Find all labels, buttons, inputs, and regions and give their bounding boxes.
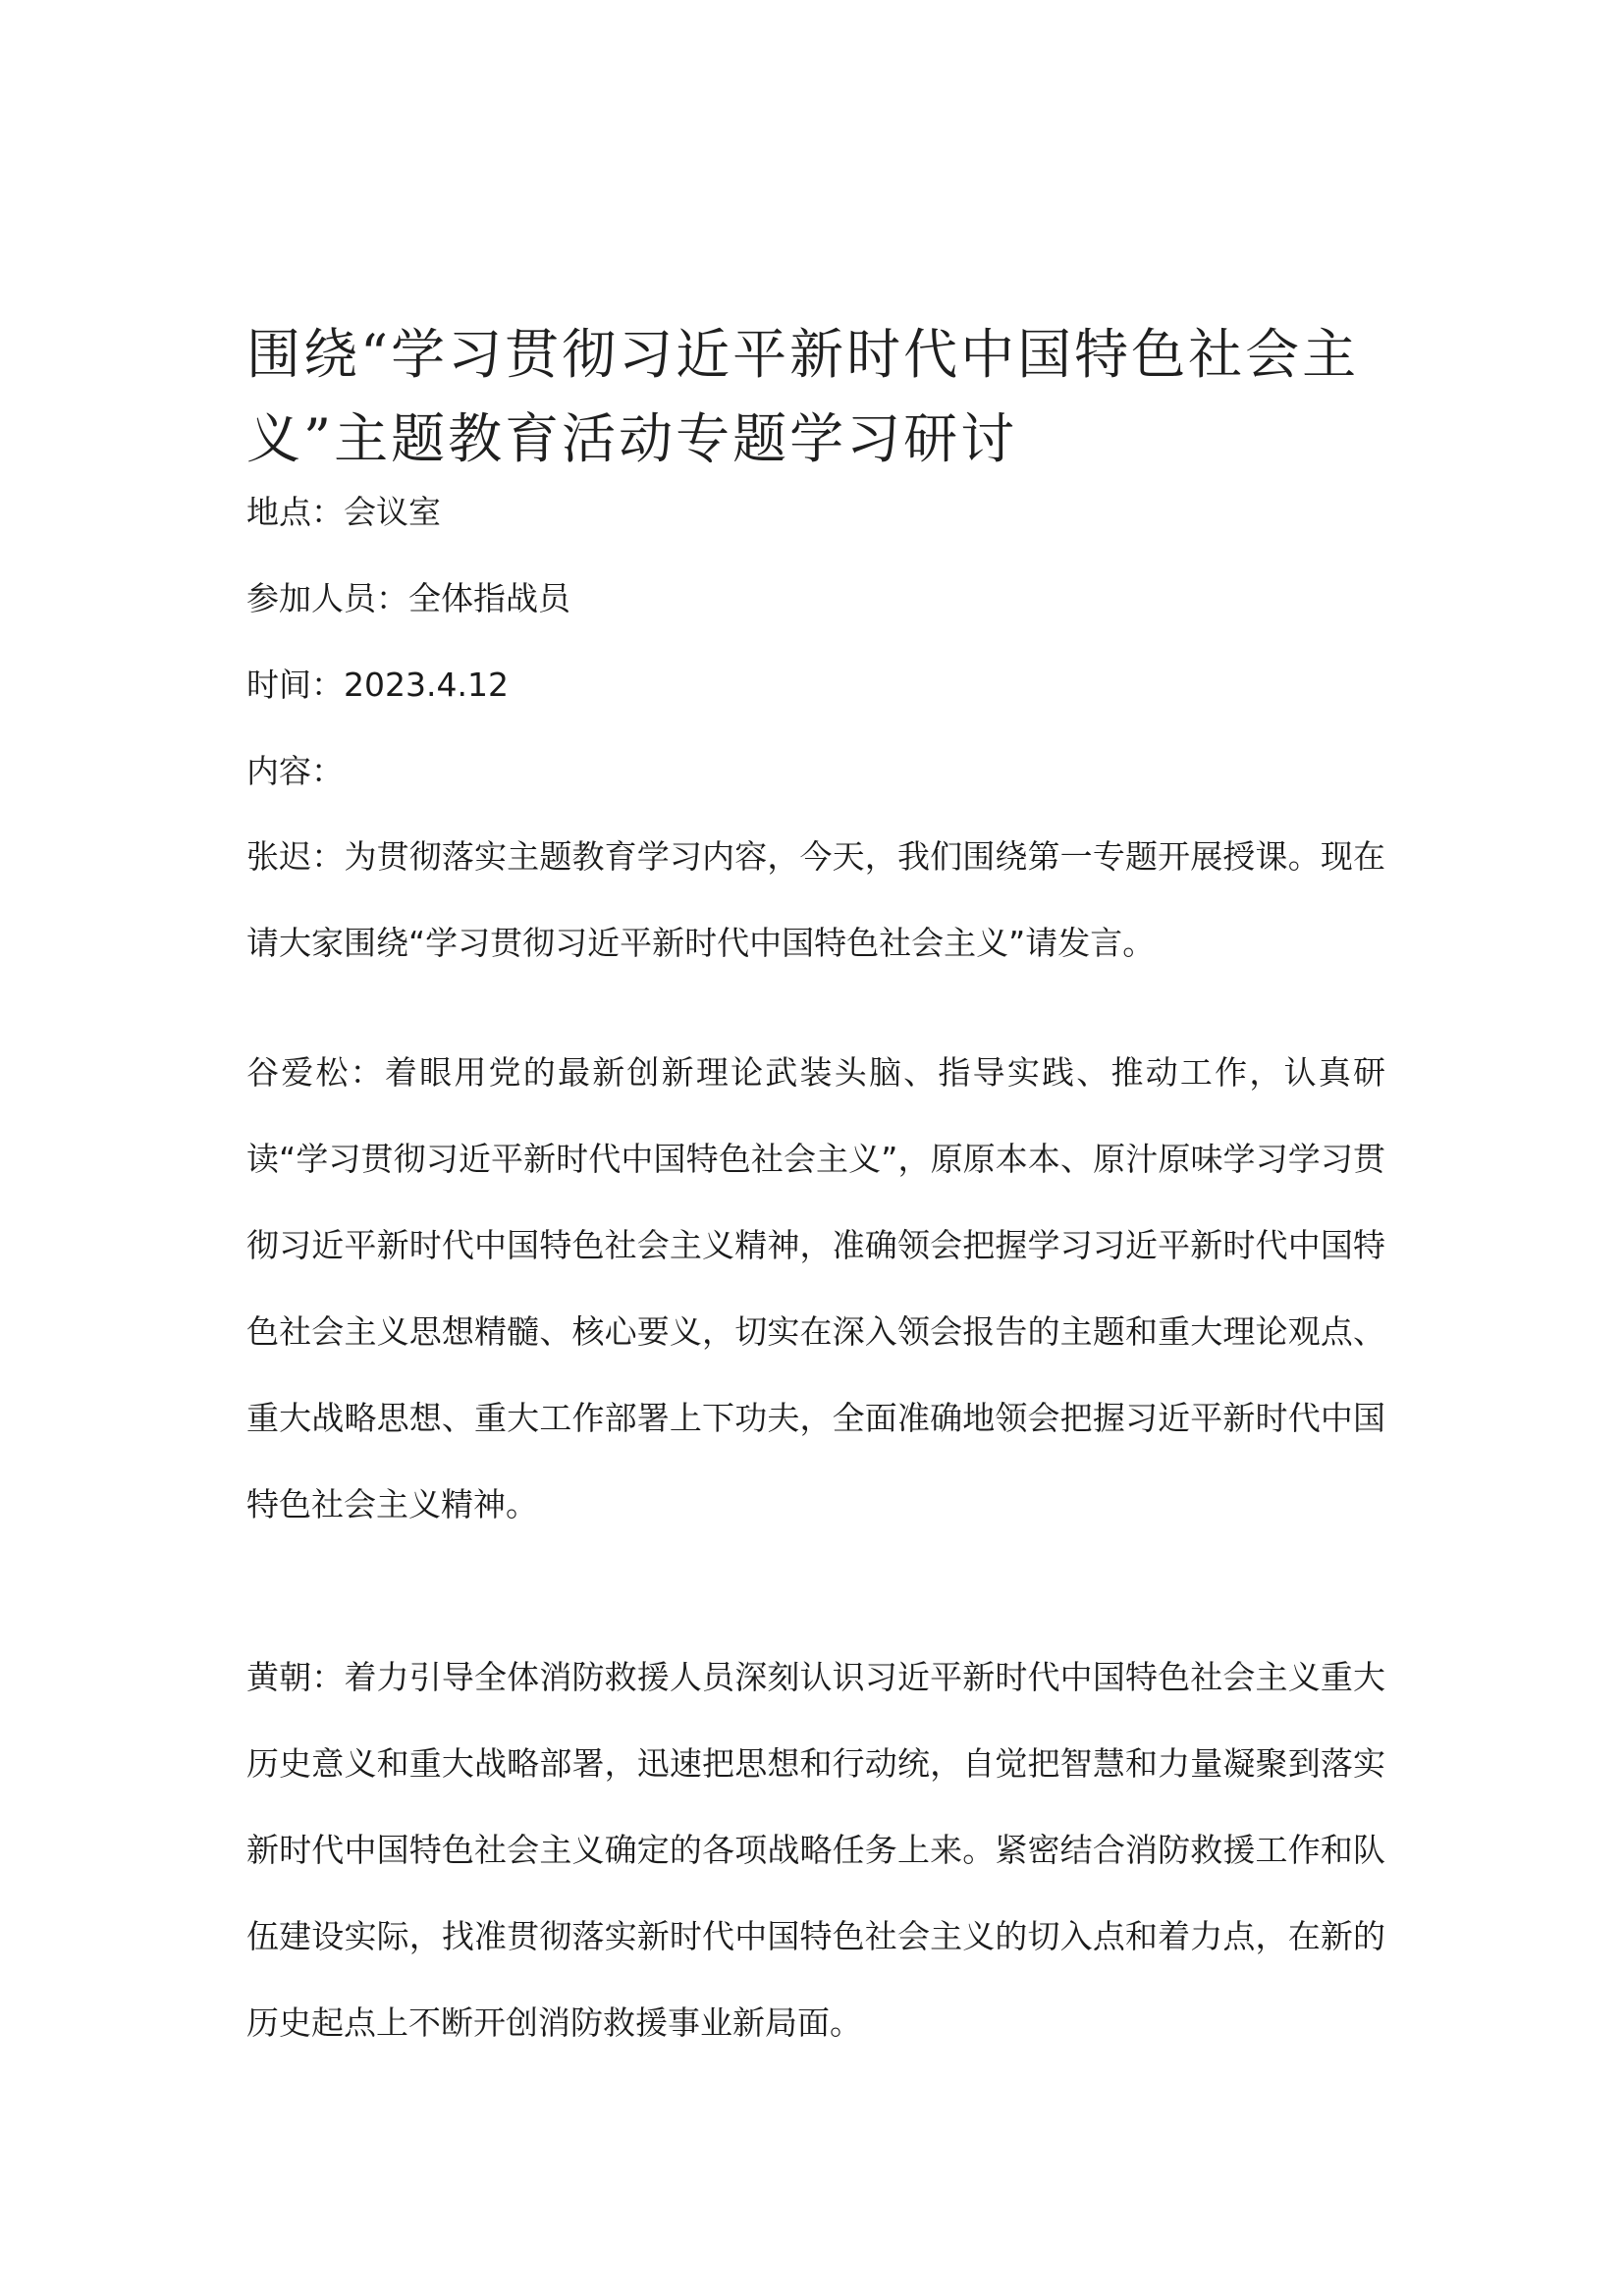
meta-content-label: 内容：	[246, 752, 344, 790]
speech-paragraph-huang: 黄朝：着力引导全体消防救援人员深刻认识习近平新时代中国特色社会主义重大历史意义和重大战略部署，迅速把思想和行动统，自觉把智慧和力量凝聚到落实新时代中国特色社会主义确定的各项战略任务上来。紧密结合消防救援工作和队伍建设实际，找准贯彻落实新时代中国特色社会主义的切入点和着力点，在新的历史起点上不断开创消防救援事业新局面。	[246, 1658, 1385, 2042]
document-content	[246, 312, 1385, 2066]
meta-participants: 参加人员：全体指战员	[246, 579, 570, 617]
meta-time: 时间：2023.4.12	[246, 666, 509, 704]
speech-paragraph-gu: 谷爱松：着眼用党的最新创新理论武装头脑、指导实践、推动工作，认真研读“学习贯彻习近平新时代中国特色社会主义”，原原本本、原汁原味学习学习贯彻习近平新时代中国特色社会主义精神，准确领会把握学习习近平新时代中国特色社会主义思想精髓、核心要义，切实在深入领会报告的主题和重大理论观点、重大战略思想、重大工作部署上下功夫，全面准确地领会把握习近平新时代中国特色社会主义精神。	[246, 1053, 1385, 1523]
speech-paragraph-zhang: 张迟：为贯彻落实主题教育学习内容，今天，我们围绕第一专题开展授课。现在请大家围绕“学习贯彻习近平新时代中国特色社会主义”请发言。	[246, 837, 1385, 962]
meta-location: 地点：会议室	[246, 493, 441, 531]
document-title: 围绕“学习贯彻习近平新时代中国特色社会主义”主题教育活动专题学习研讨	[246, 323, 1360, 470]
